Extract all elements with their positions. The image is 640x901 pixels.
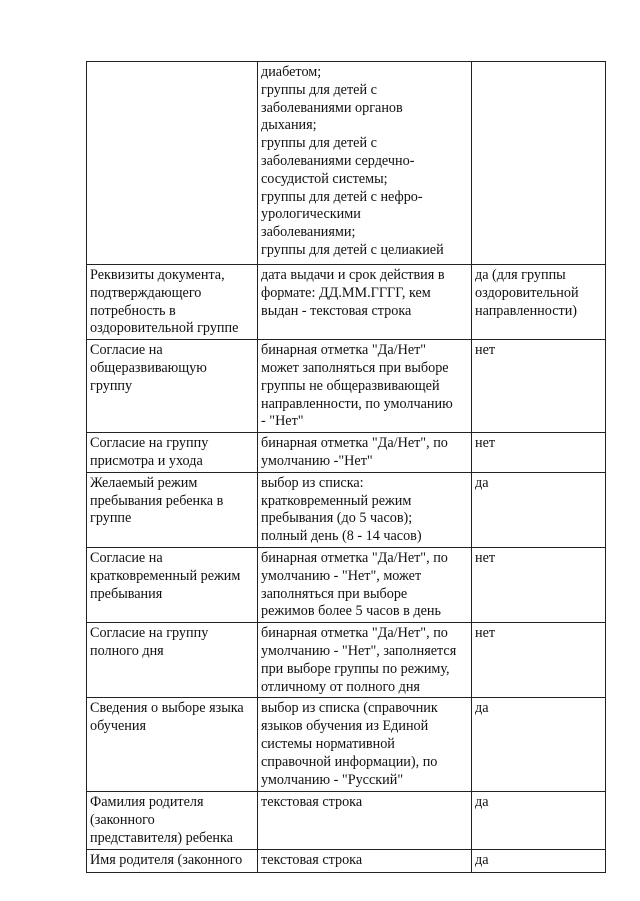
- field-name-cell: Сведения о выборе языка обучения: [87, 698, 258, 792]
- field-name-cell: Реквизиты документа, подтверждающего потребность в оздоровительной группе: [87, 265, 258, 340]
- field-description-cell: текстовая строка: [258, 792, 472, 849]
- field-description-cell: бинарная отметка "Да/Нет", по умолчанию - "Нет", заполняется при выборе группы по режиму, отличному от полного дня: [258, 623, 472, 698]
- table-row: [87, 62, 606, 265]
- required-flag-cell: да: [472, 792, 606, 849]
- field-name-cell: Согласие на группу присмотра и ухода: [87, 433, 258, 473]
- field-name-cell: Фамилия родителя (законного представителя) ребенка: [87, 792, 258, 849]
- table-row: [87, 433, 606, 473]
- field-name-cell: Имя родителя (законного: [87, 849, 258, 872]
- table-row: [87, 265, 606, 340]
- table-row: [87, 849, 606, 872]
- table-row: [87, 472, 606, 547]
- field-description-cell: бинарная отметка "Да/Нет", по умолчанию -"Нет": [258, 433, 472, 473]
- field-description-cell: бинарная отметка "Да/Нет" может заполняться при выборе группы не общеразвивающей направленности, по умолчанию - "Нет": [258, 340, 472, 433]
- required-flag-cell: нет: [472, 623, 606, 698]
- field-name-cell: Согласие на кратковременный режим пребывания: [87, 547, 258, 622]
- table-row: [87, 623, 606, 698]
- field-name-cell: Желаемый режим пребывания ребенка в группе: [87, 472, 258, 547]
- field-name-cell: Согласие на группу полного дня: [87, 623, 258, 698]
- required-flag-cell: [472, 62, 606, 265]
- field-description-cell: бинарная отметка "Да/Нет", по умолчанию - "Нет", может заполняться при выборе режимов более 5 часов в день: [258, 547, 472, 622]
- table-row: [87, 698, 606, 792]
- required-flag-cell: да (для группы оздоровительной направленности): [472, 265, 606, 340]
- required-flag-cell: нет: [472, 340, 606, 433]
- required-flag-cell: да: [472, 849, 606, 872]
- required-flag-cell: да: [472, 472, 606, 547]
- required-flag-cell: да: [472, 698, 606, 792]
- field-description-cell: текстовая строка: [258, 849, 472, 872]
- required-flag-cell: нет: [472, 547, 606, 622]
- field-description-cell: дата выдачи и срок действия в формате: ДД.ММ.ГГГГ, кем выдан - текстовая строка: [258, 265, 472, 340]
- requirements-table: [86, 61, 606, 873]
- field-description-cell: выбор из списка (справочник языков обучения из Единой системы нормативной справочной информации), по умолчанию - "Русский": [258, 698, 472, 792]
- table-row: [87, 340, 606, 433]
- table-row: [87, 792, 606, 849]
- field-description-cell: выбор из списка: кратковременный режим пребывания (до 5 часов); полный день (8 - 14 часов): [258, 472, 472, 547]
- field-description-cell: диабетом; группы для детей с заболеваниями органов дыхания; группы для детей с заболеваниями сердечно- сосудистой системы; группы для детей с нефро- урологическими заболеваниями; группы для детей с целиакией: [258, 62, 472, 265]
- field-name-cell: [87, 62, 258, 265]
- field-name-cell: Согласие на общеразвивающую группу: [87, 340, 258, 433]
- required-flag-cell: нет: [472, 433, 606, 473]
- table-row: [87, 547, 606, 622]
